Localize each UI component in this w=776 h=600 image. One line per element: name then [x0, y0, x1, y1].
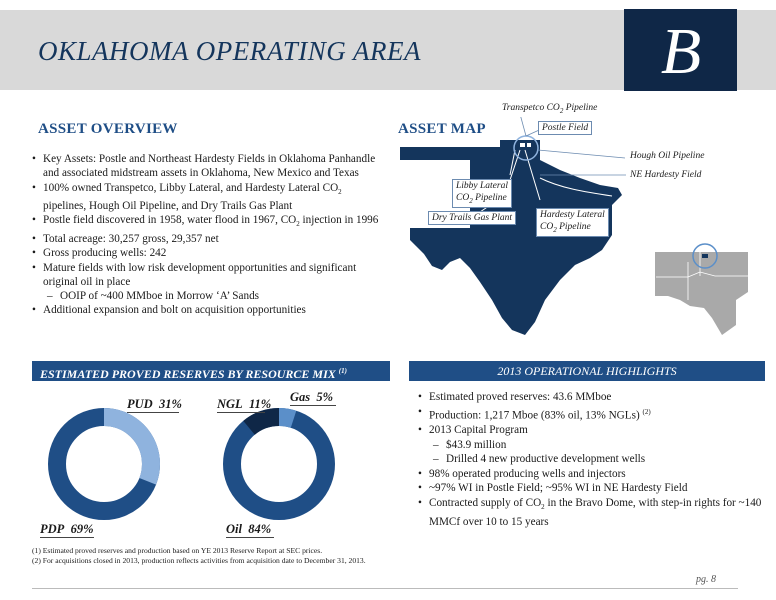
- map-label-hardesty: Hardesty Lateral $CO_2$ Pipeline: [536, 208, 609, 237]
- company-logo: [624, 9, 737, 91]
- gas-label: Gas 5%: [290, 390, 334, 404]
- map-label-transpetco: Transpetco $CO_2$ Pipeline: [502, 103, 598, 115]
- reserves-heading-bar: ESTIMATED PROVED RESERVES BY RESOURCE MIX $^{(1)}$: [32, 361, 390, 381]
- footnote-2: (2) For acquisitions closed in 2013, production reflects activities from acquisition date to December 31, 2013.: [32, 556, 366, 565]
- b-logo-icon: [624, 9, 737, 91]
- oil-label: Oil 84%: [226, 522, 272, 536]
- highlights-list: [418, 390, 763, 529]
- pdp-label: PDP 69%: [40, 522, 94, 536]
- ngl-slice: [249, 417, 279, 428]
- list-item: • Production: 1,217 Mboe (83% oil, 13% NGLs) $^{(2)}$: [418, 405, 763, 423]
- gas-slice: [279, 417, 294, 419]
- page-title: OKLAHOMA OPERATING AREA: [38, 36, 421, 66]
- list-item: • Gross producing wells: 242: [32, 246, 382, 260]
- logo-letter: B: [660, 15, 702, 88]
- list-item: • Mature fields with low risk development opportunities and significant original oil in place: [32, 261, 382, 290]
- list-subitem: – OOIP of ~400 MMboe in Morrow ‘A’ Sands: [32, 289, 382, 303]
- list-item: • Postle field discovered in 1958, water flood in 1967, $CO_2$ injection in 1996: [32, 213, 382, 232]
- list-item: • 98% operated producing wells and injectors: [418, 467, 763, 482]
- oil-slice: [232, 417, 326, 511]
- list-item: • Total acreage: 30,257 gross, 29,357 net: [32, 232, 382, 246]
- list-item: • 100% owned Transpetco, Libby Lateral, and Hardesty Lateral $CO_2$ pipelines, Hough Oil Pipeline, and Dry Trails Gas Plant: [32, 181, 382, 214]
- highlights-heading-bar: 2013 OPERATIONAL HIGHLIGHTS: [409, 361, 765, 381]
- inset-map-region: [655, 252, 748, 335]
- pud-label: PUD 31%: [127, 397, 182, 411]
- map-label-postle: Postle Field: [538, 121, 592, 135]
- asset-overview-heading: ASSET OVERVIEW: [38, 121, 178, 137]
- asset-overview-list: [32, 152, 382, 318]
- map-label-hough: Hough Oil Pipeline: [630, 151, 705, 161]
- map-label-ne-hardesty: NE Hardesty Field: [630, 170, 702, 180]
- pud-slice: [104, 417, 151, 481]
- page-number: pg. 8: [696, 574, 716, 585]
- ngl-label: NGL 11%: [217, 397, 272, 411]
- list-item: • Additional expansion and bolt on acquisition opportunities: [32, 303, 382, 317]
- list-subitem: – $43.9 million: [418, 438, 763, 453]
- list-item: • 2013 Capital Program: [418, 423, 763, 438]
- asset-map-heading: ASSET MAP: [398, 121, 486, 137]
- footnote-1: (1) Estimated proved reserves and production based on YE 2013 Reserve Report at SEC prices.: [32, 546, 323, 555]
- list-item: • Estimated proved reserves: 43.6 MMboe: [418, 390, 763, 405]
- footer-rule: [32, 588, 738, 589]
- map-label-libby: Libby Lateral $CO_2$ Pipeline: [452, 179, 512, 208]
- list-item: • ~97% WI in Postle Field; ~95% WI in NE Hardesty Field: [418, 481, 763, 496]
- list-item: • Key Assets: Postle and Northeast Hardesty Fields in Oklahoma Panhandle and associated midstream assets in Oklahoma, New Mexico and Texas: [32, 152, 382, 181]
- list-item: • Contracted supply of $CO_2$ in the Bravo Dome, with step-in rights for ~140 MMCf over 10 to 15 years: [418, 496, 763, 529]
- list-subitem: – Drilled 4 new productive development wells: [418, 452, 763, 467]
- map-label-dry-trails: Dry Trails Gas Plant: [428, 211, 516, 225]
